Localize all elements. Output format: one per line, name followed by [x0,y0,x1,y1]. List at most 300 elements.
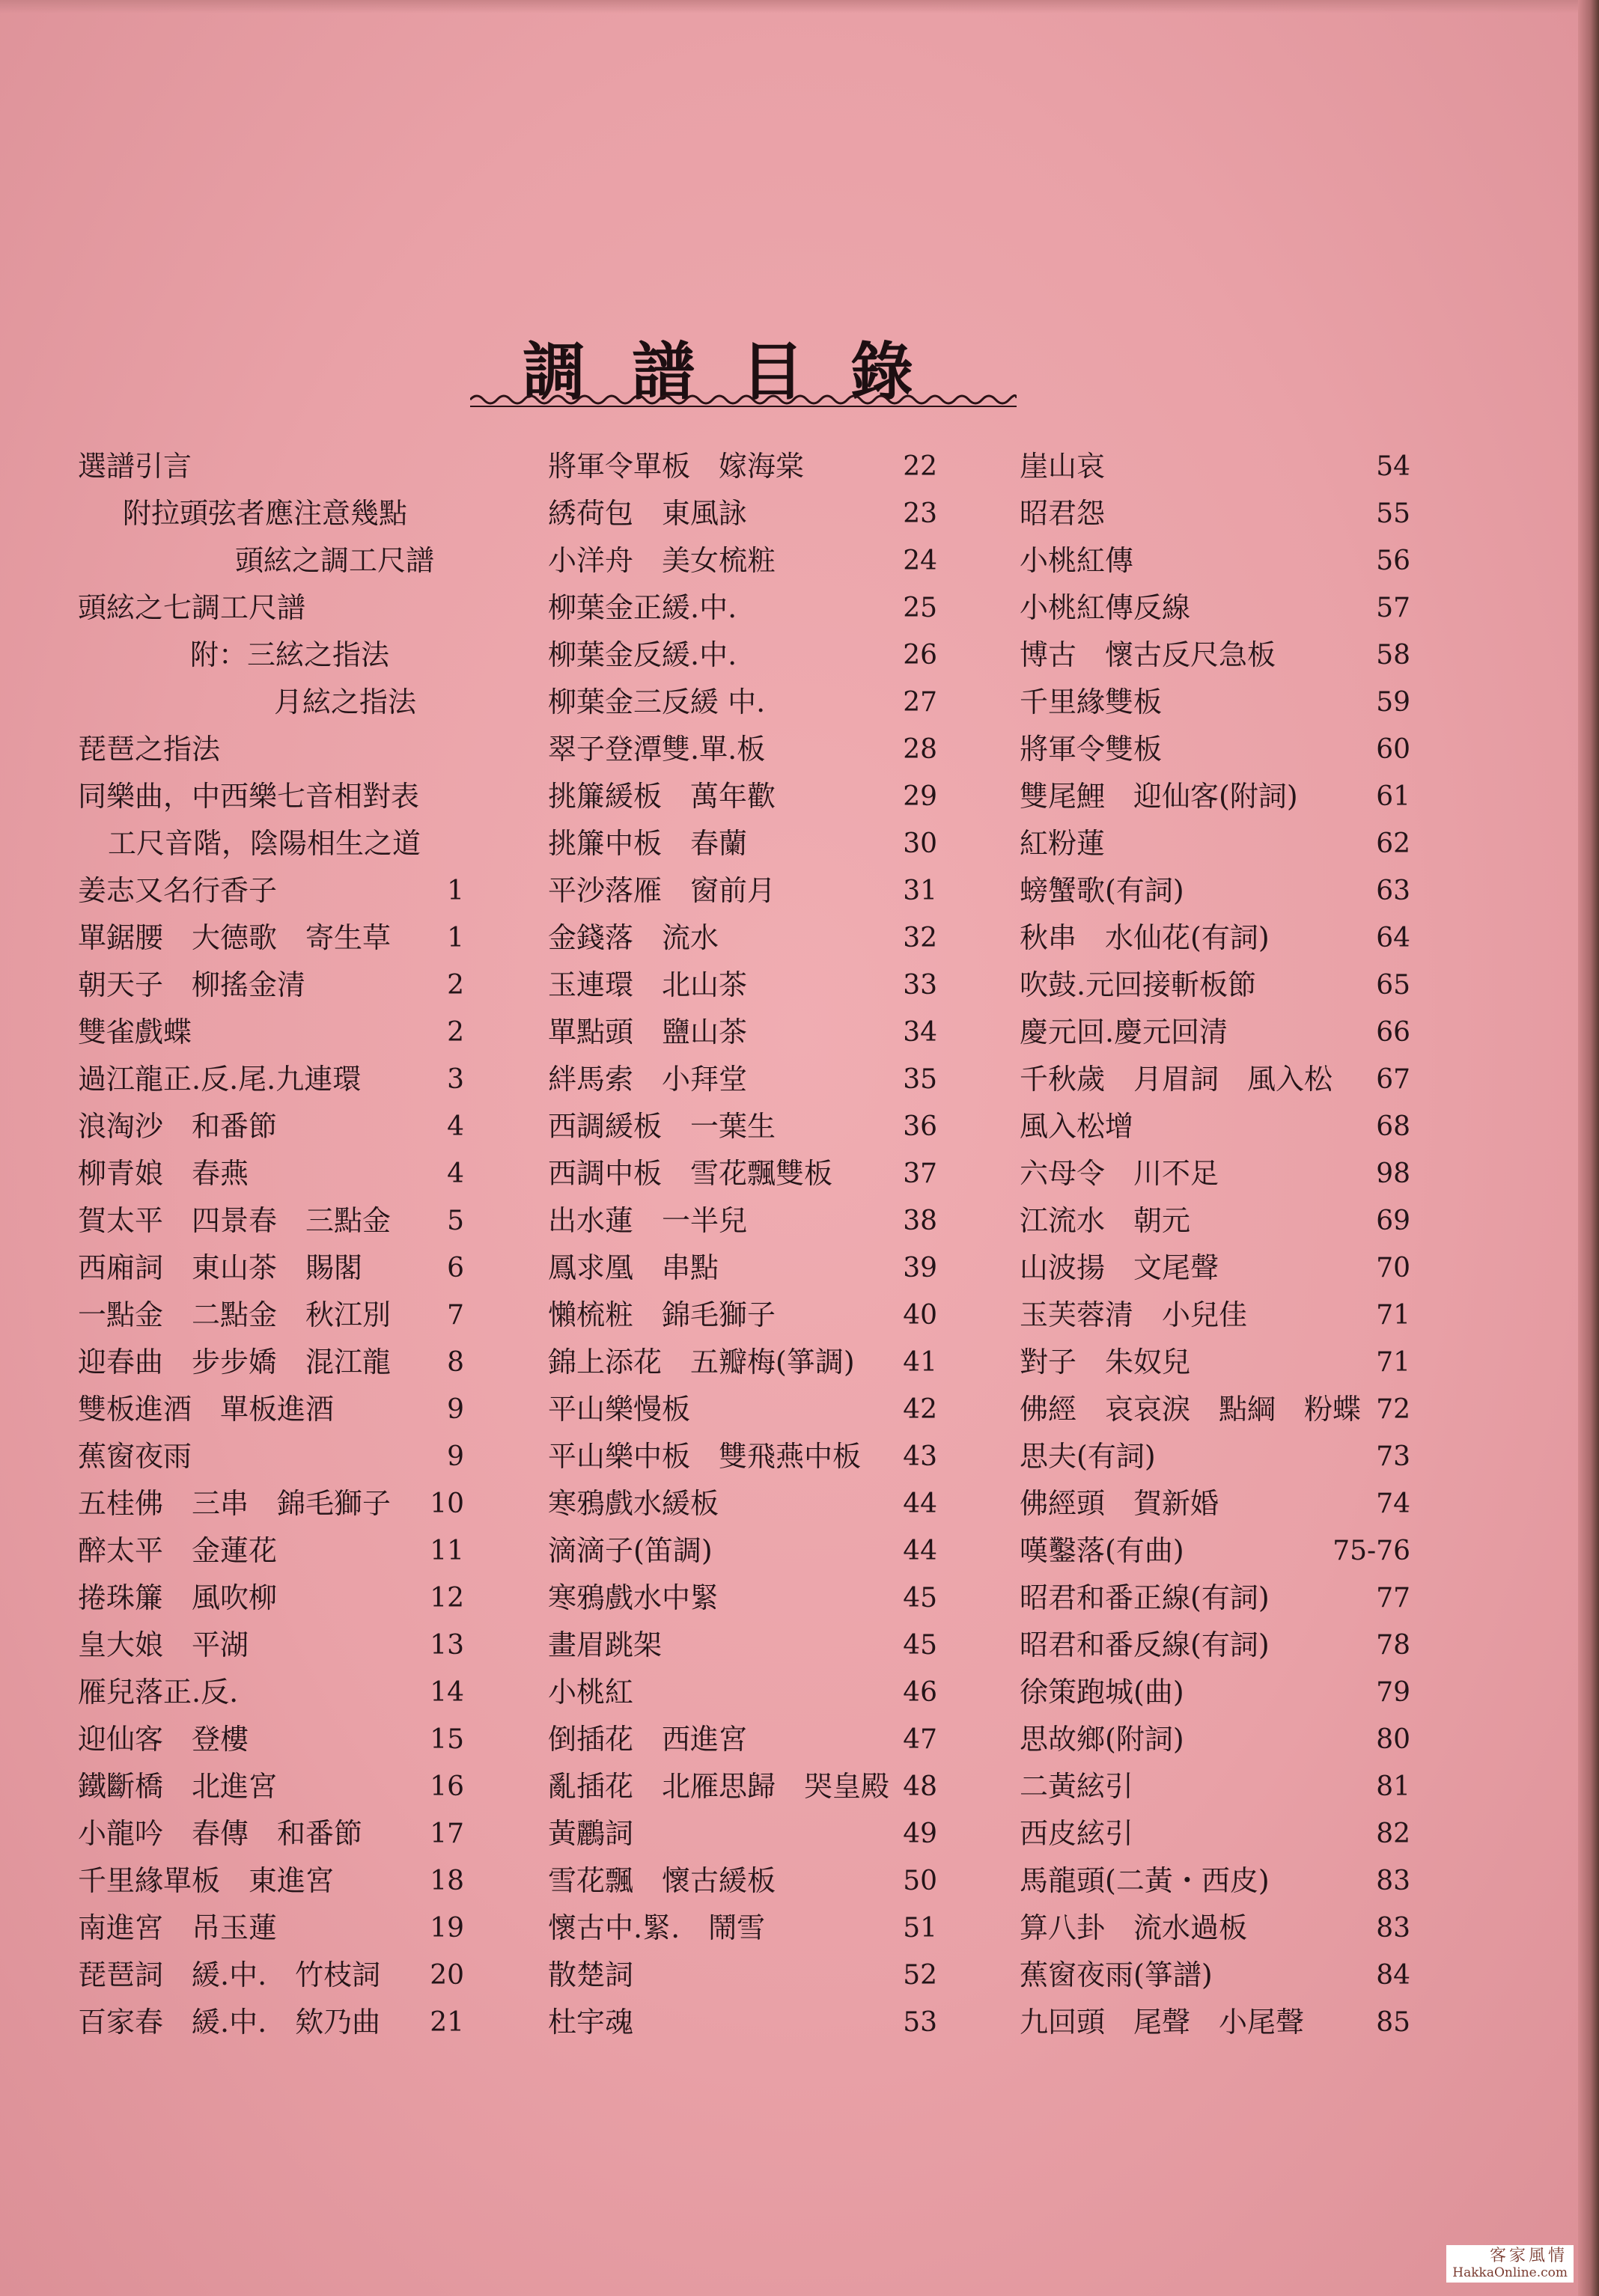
toc-entry [78,537,475,584]
toc-entry [78,1056,475,1103]
toc-entry-title: 百家春 緩.中. 欸乃曲 [78,2006,381,2039]
toc-entry-title: 小桃紅 [548,1676,634,1709]
toc-entry-page: 24 [903,546,937,576]
toc-entry-page: 41 [903,1347,937,1378]
toc-entry-title: 思夫(有詞) [1020,1440,1156,1473]
toc-entry-title: 平沙落雁 窗前月 [548,874,776,907]
toc-entry [78,1999,475,2046]
toc-entry-title: 小洋舟 美女梳粧 [548,544,776,577]
toc-entry-page: 50 [903,1866,937,1896]
toc-entry [548,962,952,1009]
toc-entry-page: 52 [903,1960,937,1991]
toc-entry [1020,584,1424,632]
toc-column-1 [78,443,475,2046]
toc-entry-title: 迎仙客 登樓 [78,1723,249,1756]
toc-entry-page: 79 [1376,1677,1410,1708]
toc-entry-title: 佛經頭 賀新婚 [1020,1487,1219,1520]
toc-entry [78,1763,475,1810]
toc-entry-page: 8 [447,1347,464,1378]
toc-entry-title: 秋串 水仙花(有詞) [1020,921,1270,954]
toc-entry-page: 33 [903,970,937,1001]
toc-entry-title: 懷古中.緊. 鬧雪 [548,1911,766,1944]
toc-entry [78,1857,475,1905]
toc-entry-title: 對子 朱奴兒 [1020,1346,1191,1378]
toc-entry-title: 柳葉金反緩.中. [548,638,737,671]
toc-entry [548,726,952,773]
toc-entry-title: 頭絃之七調工尺譜 [78,591,306,624]
toc-entry [78,679,475,726]
toc-entry-page: 54 [1376,451,1410,482]
toc-entry-title: 琵琶詞 緩.中. 竹枝詞 [78,1958,381,1991]
toc-entry-title: 倒插花 西進宮 [548,1723,748,1756]
toc-entry-page: 71 [1376,1300,1410,1331]
toc-entry-title: 綉荷包 東風詠 [548,497,748,530]
toc-entry [1020,1527,1424,1575]
toc-entry [548,1669,952,1716]
toc-column-2 [548,443,952,2046]
toc-entry [78,867,475,915]
toc-entry-title: 千里緣單板 東進宮 [78,1864,335,1897]
toc-entry [1020,867,1424,915]
toc-entry-title: 附拉頭弦者應注意幾點 [123,497,408,530]
toc-entry [78,632,475,679]
toc-entry-page: 46 [903,1677,937,1708]
toc-entry [78,1810,475,1857]
toc-entry-title: 翠子登潭雙.單.板 [548,733,766,766]
toc-entry-title: 嘆鑿落(有曲) [1020,1534,1184,1567]
toc-entry-title: 雙板進酒 單板進酒 [78,1393,335,1426]
toc-entry [1020,1575,1424,1622]
toc-entry-page: 17 [430,1819,464,1849]
toc-entry-page: 28 [903,734,937,765]
toc-entry [548,1716,952,1763]
toc-entry [1020,1197,1424,1245]
toc-entry-title: 雙雀戲蝶 [78,1016,192,1048]
toc-entry-page: 69 [1376,1206,1410,1236]
toc-entry-title: 山波揚 文尾聲 [1020,1251,1219,1284]
toc-entry-page: 58 [1376,640,1410,671]
toc-entry-title: 鳳求凰 串點 [548,1251,719,1284]
toc-entry-title: 將軍令雙板 [1020,733,1163,766]
toc-entry-page: 9 [447,1441,464,1472]
toc-entry [1020,1669,1424,1716]
toc-entry-title: 昭君怨 [1020,497,1106,530]
toc-entry [1020,915,1424,962]
toc-entry-title: 六母令 川不足 [1020,1157,1219,1190]
toc-entry-title: 徐策跑城(曲) [1020,1676,1184,1709]
toc-entry-title: 千秋歲 月眉詞 風入松 [1020,1063,1333,1096]
toc-entry-title: 寒鴉戲水緩板 [548,1487,719,1520]
toc-entry [1020,726,1424,773]
toc-entry-title: 一點金 二點金 秋江別 [78,1298,392,1331]
toc-entry [548,1103,952,1150]
toc-entry-page: 48 [903,1771,937,1802]
toc-entry [78,1197,475,1245]
toc-entry [78,1952,475,1999]
toc-entry-title: 蕉窗夜雨(箏譜) [1020,1958,1213,1991]
toc-entry-title: 雙尾鯉 迎仙客(附詞) [1020,780,1298,813]
toc-entry-page: 77 [1376,1583,1410,1613]
toc-entry-page: 34 [903,1017,937,1048]
toc-entry [1020,1386,1424,1433]
toc-entry-title: 懶梳粧 錦毛獅子 [548,1298,776,1331]
toc-entry [1020,1952,1424,1999]
toc-entry-title: 吹鼓.元回接斬板節 [1020,968,1257,1001]
toc-entry-title: 柳青娘 春燕 [78,1157,249,1190]
toc-entry [548,1575,952,1622]
toc-entry-title: 風入松增 [1020,1110,1134,1143]
toc-entry-title: 小桃紅傳反線 [1020,591,1191,624]
toc-entry-page: 63 [1376,876,1410,906]
toc-entry [548,584,952,632]
toc-entry-page: 45 [903,1630,937,1661]
toc-entry-page: 1 [447,876,464,906]
toc-entry-title: 西廂詞 東山茶 賜閣 [78,1251,363,1284]
toc-entry [78,490,475,537]
toc-entry [548,1999,952,2046]
toc-entry-page: 27 [903,687,937,718]
toc-entry-page: 83 [1376,1913,1410,1944]
toc-entry [548,1857,952,1905]
toc-entry-title: 絆馬索 小拜堂 [548,1063,748,1096]
toc-entry [1020,962,1424,1009]
toc-entry-title: 平山樂中板 雙飛燕中板 [548,1440,862,1473]
toc-entry-title: 雪花飄 懷古緩板 [548,1864,776,1897]
toc-entry-title: 迎春曲 步步嬌 混江龍 [78,1346,392,1378]
toc-entry-page: 4 [447,1158,464,1189]
toc-entry [548,1292,952,1339]
toc-entry-title: 思故鄉(附詞) [1020,1723,1184,1756]
toc-entry-page: 3 [447,1064,464,1095]
toc-entry-title: 九回頭 尾聲 小尾聲 [1020,2006,1305,2039]
toc-entry-title: 挑簾中板 春蘭 [548,827,748,860]
toc-entry-title: 雁兒落正.反. [78,1676,239,1709]
site-watermark [1446,2245,1574,2283]
toc-entry [78,1622,475,1669]
toc-entry-page: 85 [1376,2007,1410,2038]
toc-entry [548,537,952,584]
toc-entry [548,915,952,962]
toc-entry [78,962,475,1009]
toc-entry-page: 1 [447,923,464,953]
toc-entry-title: 賀太平 四景春 三點金 [78,1204,392,1237]
toc-entry-page: 80 [1376,1724,1410,1755]
toc-entry-page: 23 [903,498,937,529]
toc-entry-title: 畫眉跳架 [548,1628,663,1661]
toc-entry-title: 小龍吟 春傳 和番節 [78,1817,363,1850]
toc-entry [78,1480,475,1527]
toc-entry [548,1339,952,1386]
toc-entry-title: 頭絃之調工尺譜 [235,544,435,577]
toc-entry-title: 西皮絃引 [1020,1817,1134,1850]
toc-entry [78,1527,475,1575]
toc-entry [78,726,475,773]
toc-entry [78,1245,475,1292]
toc-entry-page: 55 [1376,498,1410,529]
toc-entry-title: 佛經 哀哀淚 點綱 粉蝶 [1020,1393,1362,1426]
toc-entry-title: 工尺音階，陰陽相生之道 [108,827,421,860]
toc-entry-title: 錦上添花 五瓣梅(箏調) [548,1346,855,1378]
toc-entry [548,1810,952,1857]
toc-entry [1020,1433,1424,1480]
toc-entry [1020,820,1424,867]
title-wavy-underline [470,391,1017,409]
watermark-logo: 客家風情 [1489,2247,1568,2265]
toc-entry-page: 32 [903,923,937,953]
toc-entry-page: 61 [1376,781,1410,812]
toc-entry-title: 皇大娘 平湖 [78,1628,249,1661]
toc-entry [548,1150,952,1197]
toc-entry-title: 五桂佛 三串 錦毛獅子 [78,1487,392,1520]
toc-entry [548,1952,952,1999]
toc-entry-title: 螃蟹歌(有詞) [1020,874,1184,907]
toc-entry-page: 22 [903,451,937,482]
toc-entry-title: 亂插花 北雁思歸 哭皇殿 [548,1770,890,1803]
toc-entry [78,584,475,632]
toc-entry-page: 60 [1376,734,1410,765]
toc-entry-title: 將軍令單板 嫁海棠 [548,450,805,483]
toc-entry-page: 19 [430,1913,464,1944]
toc-entry-page: 30 [903,828,937,859]
toc-entry-page: 36 [903,1111,937,1142]
toc-entry-page: 43 [903,1441,937,1472]
toc-entry [1020,1810,1424,1857]
toc-entry-title: 紅粉蓮 [1020,827,1106,860]
toc-entry-title: 算八卦 流水過板 [1020,1911,1248,1944]
toc-entry-page: 47 [903,1724,937,1755]
toc-entry-page: 35 [903,1064,937,1095]
toc-entry-title: 浪淘沙 和番節 [78,1110,278,1143]
toc-entry-title: 醉太平 金蓮花 [78,1534,278,1567]
toc-entry-title: 玉連環 北山茶 [548,968,748,1001]
toc-entry-page: 78 [1376,1630,1410,1661]
toc-entry-page: 64 [1376,923,1410,953]
toc-entry [78,1716,475,1763]
toc-entry [548,1480,952,1527]
toc-entry [548,867,952,915]
toc-entry-title: 附：三絃之指法 [190,638,390,671]
toc-entry-page: 2 [447,970,464,1001]
page-title: 調譜目錄 [522,335,960,409]
toc-entry-title: 捲珠簾 風吹柳 [78,1581,278,1614]
toc-entry-page: 26 [903,640,937,671]
toc-entry-title: 馬龍頭(二黃・西皮) [1020,1864,1270,1897]
toc-entry-page: 12 [430,1583,464,1613]
toc-entry-title: 滴滴子(笛調) [548,1534,713,1567]
toc-entry-page: 59 [1376,687,1410,718]
toc-entry-page: 25 [903,593,937,623]
toc-entry [1020,1292,1424,1339]
toc-entry-title: 金錢落 流水 [548,921,719,954]
toc-entry [78,1150,475,1197]
toc-entry-page: 83 [1376,1866,1410,1896]
toc-entry-page: 15 [430,1724,464,1755]
paper-right-edge [1578,0,1599,2296]
toc-entry-page: 9 [447,1394,464,1425]
toc-entry [78,1103,475,1150]
toc-entry [1020,1763,1424,1810]
toc-entry [548,679,952,726]
toc-entry-title: 千里緣雙板 [1020,686,1163,718]
toc-entry-title: 選譜引言 [78,450,192,483]
toc-entry-title: 月絃之指法 [274,686,417,718]
toc-entry-page: 13 [430,1630,464,1661]
toc-entry [548,1905,952,1952]
toc-entry-page: 68 [1376,1111,1410,1142]
toc-entry [1020,1857,1424,1905]
toc-entry-title: 黃鸝詞 [548,1817,634,1850]
toc-entry [78,1575,475,1622]
toc-entry [548,490,952,537]
toc-entry [78,1386,475,1433]
toc-entry-page: 38 [903,1206,937,1236]
toc-entry [1020,1339,1424,1386]
toc-entry-title: 博古 懷古反尺急板 [1020,638,1276,671]
toc-entry-title: 江流水 朝元 [1020,1204,1191,1237]
toc-entry-title: 過江龍正.反.尾.九連環 [78,1063,362,1096]
toc-entry [548,632,952,679]
toc-entry-page: 7 [447,1300,464,1331]
toc-entry-page: 53 [903,2007,937,2038]
toc-entry [78,1009,475,1056]
toc-entry-title: 平山樂慢板 [548,1393,691,1426]
toc-entry [78,1292,475,1339]
toc-entry-title: 單點頭 鹽山茶 [548,1016,748,1048]
toc-entry [78,1339,475,1386]
toc-entry-page: 51 [903,1913,937,1944]
toc-entry-page: 82 [1376,1819,1410,1849]
toc-entry-page: 49 [903,1819,937,1849]
toc-entry-page: 84 [1376,1960,1410,1991]
toc-entry-page: 31 [903,876,937,906]
toc-entry-title: 慶元回.慶元回清 [1020,1016,1228,1048]
toc-entry [548,1197,952,1245]
toc-entry-page: 66 [1376,1017,1410,1048]
toc-entry [548,1763,952,1810]
toc-entry-page: 71 [1376,1347,1410,1378]
toc-entry-title: 鐵斷橋 北進宮 [78,1770,278,1803]
toc-entry-page: 65 [1376,970,1410,1001]
toc-entry [1020,1622,1424,1669]
toc-entry-page: 98 [1376,1158,1410,1189]
toc-entry-page: 39 [903,1253,937,1283]
toc-entry-page: 74 [1376,1489,1410,1519]
toc-entry [1020,1245,1424,1292]
toc-entry [1020,490,1424,537]
toc-entry-page: 44 [903,1536,937,1566]
toc-entry-title: 姜志又名行香子 [78,874,278,907]
toc-entry-page: 72 [1376,1394,1410,1425]
toc-entry-page: 81 [1376,1771,1410,1802]
toc-entry-page: 62 [1376,828,1410,859]
toc-entry-title: 出水蓮 一半兒 [548,1204,748,1237]
toc-entry [548,1245,952,1292]
toc-entry [548,820,952,867]
toc-entry-title: 同樂曲，中西樂七音相對表 [78,780,420,813]
toc-entry-title: 寒鴉戲水中緊 [548,1581,719,1614]
toc-entry [1020,1056,1424,1103]
toc-entry-title: 挑簾緩板 萬年歡 [548,780,776,813]
toc-entry [1020,443,1424,490]
toc-entry-page: 16 [430,1771,464,1802]
toc-entry-page: 10 [430,1489,464,1519]
toc-entry-title: 玉芙蓉清 小兒佳 [1020,1298,1248,1331]
toc-entry-title: 柳葉金三反緩 中. [548,686,766,718]
toc-entry-page: 11 [430,1536,464,1566]
toc-entry-page: 67 [1376,1064,1410,1095]
toc-entry-page: 29 [903,781,937,812]
toc-entry [78,773,475,820]
toc-entry [1020,679,1424,726]
toc-entry [78,1669,475,1716]
toc-entry [78,820,475,867]
toc-entry-title: 西調中板 雪花飄雙板 [548,1157,833,1190]
toc-entry-title: 昭君和番正線(有詞) [1020,1581,1270,1614]
toc-entry [1020,1716,1424,1763]
toc-entry-title: 南進宮 吊玉蓮 [78,1911,278,1944]
toc-entry-title: 朝天子 柳搖金清 [78,968,306,1001]
toc-entry [78,1433,475,1480]
toc-entry-page: 56 [1376,546,1410,576]
toc-entry [548,443,952,490]
toc-entry-page: 37 [903,1158,937,1189]
toc-entry-title: 小桃紅傳 [1020,544,1134,577]
toc-entry-page: 14 [430,1677,464,1708]
toc-entry-title: 崖山哀 [1020,450,1106,483]
toc-entry-title: 二黃絃引 [1020,1770,1134,1803]
toc-entry-page: 42 [903,1394,937,1425]
toc-entry [78,1905,475,1952]
toc-entry-title: 單鋸腰 大德歌 寄生草 [78,921,392,954]
toc-entry-page: 21 [430,2007,464,2038]
toc-entry-page: 5 [447,1206,464,1236]
toc-entry [78,915,475,962]
toc-entry-page: 73 [1376,1441,1410,1472]
toc-entry-page: 20 [430,1960,464,1991]
toc-entry [548,1009,952,1056]
toc-entry-title: 散楚詞 [548,1958,634,1991]
toc-entry [1020,773,1424,820]
toc-entry [78,443,475,490]
toc-entry-page: 45 [903,1583,937,1613]
toc-entry-title: 杜宇魂 [548,2006,634,2039]
toc-entry-title: 柳葉金正緩.中. [548,591,737,624]
toc-entry-page: 57 [1376,593,1410,623]
toc-entry-title: 蕉窗夜雨 [78,1440,192,1473]
toc-column-3 [1020,443,1424,2046]
toc-entry [548,1622,952,1669]
toc-entry-page: 2 [447,1017,464,1048]
toc-entry [548,1386,952,1433]
toc-entry [1020,1103,1424,1150]
toc-entry [548,1056,952,1103]
toc-entry-title: 琵琶之指法 [78,733,221,766]
toc-entry [1020,1150,1424,1197]
paper-top-edge [0,0,1599,13]
toc-entry [1020,632,1424,679]
toc-entry-page: 6 [447,1253,464,1283]
toc-entry-page: 4 [447,1111,464,1142]
toc-entry-page: 44 [903,1489,937,1519]
watermark-site: HakkaOnline.com [1452,2265,1568,2280]
toc-entry [1020,1905,1424,1952]
toc-entry [1020,537,1424,584]
toc-entry-title: 昭君和番反線(有詞) [1020,1628,1270,1661]
toc-entry [1020,1009,1424,1056]
toc-entry-page: 70 [1376,1253,1410,1283]
toc-entry [1020,1999,1424,2046]
toc-entry-page: 75-76 [1332,1536,1410,1566]
